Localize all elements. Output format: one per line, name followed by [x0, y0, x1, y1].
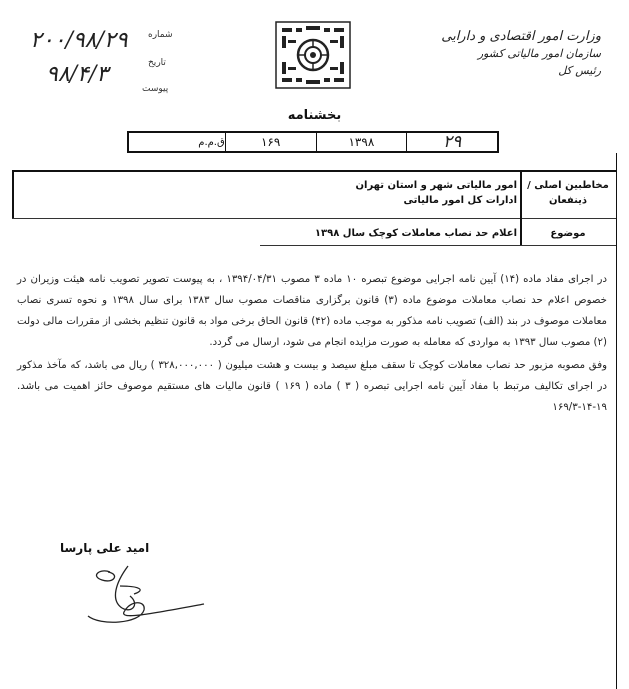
- number-label: شماره: [148, 30, 173, 40]
- recipients-line-2: ادارات کل امور مالیاتی: [403, 195, 517, 206]
- subject-label: موضوع: [550, 228, 586, 239]
- page-right-border: [616, 153, 618, 689]
- table-left-border: [12, 170, 14, 218]
- subject-text: اعلام حد نصاب معاملات کوچک سال ۱۳۹۸: [314, 228, 517, 239]
- body-paragraph-2: وفق مصوبه مزبور حد نصاب معاملات کوچک تا سقف مبلغ سیصد و بیست و هشت میلیون ( ۳۲۸,۰۰۰,۰۰۰ ) ریال می باشد، که مآخذ مذکور در اجرای تکالیف مرتبط با مفاد آیین نامه اجرایی تبصره ( ۳ ) ماده ( ۱۶۹ ) قانون مالیات های مستقیم موصوف حائز اهمیت می باشد. ۱۹-۱۴-۱۶۹/۳: [17, 360, 608, 413]
- circular-title: بخشنامه: [287, 108, 342, 123]
- meta-day: ۲۹: [406, 133, 497, 151]
- emblem-logo: [274, 20, 352, 90]
- signer-name: امید علی پارسا: [60, 541, 150, 555]
- meta-code: ۱۶۹: [225, 133, 316, 151]
- attachment-label: پیوست: [142, 84, 169, 94]
- signature-image: [80, 560, 210, 634]
- circular-number: ۲۰۰/۹۸/۲۹: [30, 28, 128, 53]
- table-mid-border: [12, 218, 617, 219]
- date-label: تاریخ: [148, 58, 166, 68]
- table-top-border: [12, 170, 617, 172]
- recipients-label-line-2: ذینفعان: [548, 195, 588, 206]
- ministry-header: [431, 28, 601, 79]
- meta-year: ۱۳۹۸: [316, 133, 407, 151]
- recipients-line-1: امور مالیاتی شهر و استان تهران: [355, 180, 517, 191]
- recipients-label: [522, 180, 614, 206]
- circular-date: ۹۸/۴/۳: [46, 62, 109, 87]
- meta-type: ق.م.م: [198, 136, 225, 148]
- table-bottom-border: [260, 245, 617, 246]
- body-paragraph-1: در اجرای مفاد ماده (۱۴) آیین نامه اجرایی موضوع تبصره ۱۰ ماده ۳ مصوب ۱۳۹۴/۰۴/۳۱ ، به پیوست تصویر تصویب نامه هیئت وزیران در خصوص اعلام حد نصاب معاملات موضوع ماده (۳) قانون برگزاری مناقصات مصوب سال ۱۳۸۳ برای سال ۱۳۹۸ و نحوه تسری نصاب معاملات موصوف در بند (الف) تصویب نامه مذکور به موجب ماده (۴۲) قانون الحاق برخی مواد به قانون تنظیم بخشی از مقررات مالی دولت (۲) مصوب سال ۱۳۹۳ به مواردی که معامله به صورت مزایده انجام می شود، ارسال می گردد.: [17, 274, 608, 348]
- circular-meta-row: [127, 131, 499, 153]
- recipients-label-line-1: مخاطبین اصلی /: [527, 180, 609, 191]
- ministry-line-1: وزارت امور اقتصادی و دارایی: [441, 29, 601, 44]
- circular-body: [17, 269, 607, 418]
- ministry-line-2: سازمان امور مالیاتی کشور: [477, 47, 601, 60]
- recipients-value: [217, 180, 517, 206]
- ministry-line-3: رئیس کل: [558, 64, 601, 77]
